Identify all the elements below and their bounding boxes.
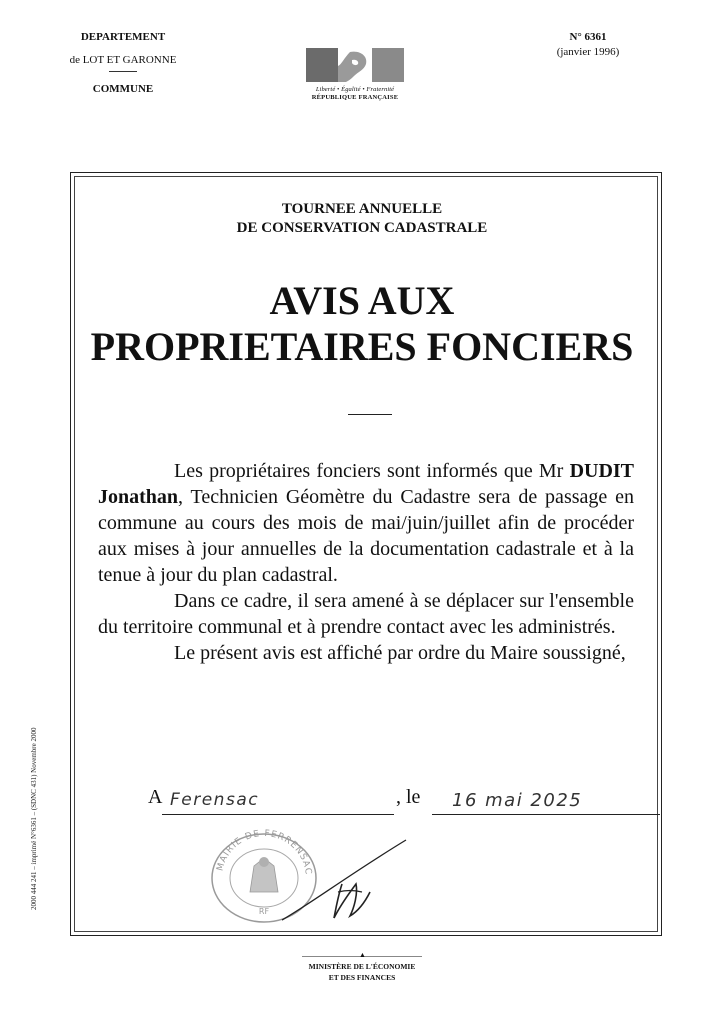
title-line-1: AVIS AUX — [269, 278, 455, 323]
print-reference: 2000 444 241 – imprimé N°6361 – (SDNC 431) Novembre 2000 — [30, 727, 38, 910]
paragraph-3: Le présent avis est affiché par ordre du Maire soussigné, — [174, 642, 626, 664]
form-date: (janvier 1996) — [556, 46, 620, 58]
notice-title — [0, 278, 724, 370]
department-label: DEPARTEMENT — [80, 31, 166, 43]
title-divider — [348, 414, 392, 415]
date-label: , le — [396, 786, 421, 808]
republique-logo — [300, 46, 410, 101]
ministry-line-1: MINISTÈRE DE L'ÉCONOMIE — [308, 962, 416, 971]
form-number: N° 6361 — [569, 31, 607, 43]
paragraph-1-rest: , Technicien Géomètre du Cadastre sera de passage en commune au cours des mois de mai/juin/juillet afin de procéder aux mises à jour annuelles de la documentation cadastrale et à la tenue à jour du plan cadastral. — [98, 486, 634, 586]
subtitle-line-2: DE CONSERVATION CADASTRALE — [236, 220, 488, 236]
technician-name: DUDIT Jonathan — [98, 460, 635, 508]
title-line-2: PROPRIETAIRES FONCIERS — [90, 324, 634, 369]
notice-body — [98, 458, 634, 666]
date-handwritten: 16 mai 2025 — [452, 790, 583, 811]
paragraph-1-intro: Les propriétaires fonciers sont informés que Mr — [174, 460, 564, 482]
notice-subtitle — [0, 200, 724, 238]
footer-ornament — [302, 951, 422, 959]
department-block — [48, 30, 198, 97]
logo-motto: Liberté • Égalité • Fraternité — [315, 86, 395, 93]
footer-emblem-icon: ▲ — [359, 951, 366, 959]
ministry-line-2: ET DES FINANCES — [328, 973, 396, 982]
ministry-footer — [262, 951, 462, 983]
department-name: de LOT ET GARONNE — [69, 54, 177, 66]
mayor-signature-icon — [280, 834, 410, 924]
commune-label: COMMUNE — [92, 83, 154, 95]
paragraph-2: Dans ce cadre, il sera amené à se déplacer sur l'ensemble du territoire communal et à prendre contact avec les administrés. — [98, 590, 634, 638]
paragraph-1 — [98, 458, 634, 588]
place-label: A — [148, 786, 163, 808]
place-underline — [162, 814, 394, 815]
form-reference — [528, 30, 648, 60]
logo-name: RÉPUBLIQUE FRANÇAISE — [311, 94, 399, 101]
marianne-logo-icon — [306, 46, 404, 84]
place-handwritten: Ferensac — [170, 790, 260, 810]
date-underline — [432, 814, 660, 815]
header-dash — [109, 71, 137, 72]
subtitle-line-1: TOURNEE ANNUELLE — [281, 201, 443, 217]
stamp-mark: RF — [258, 907, 270, 916]
stamp-text: MAIRIE DE FERRENSAC — [215, 828, 314, 876]
